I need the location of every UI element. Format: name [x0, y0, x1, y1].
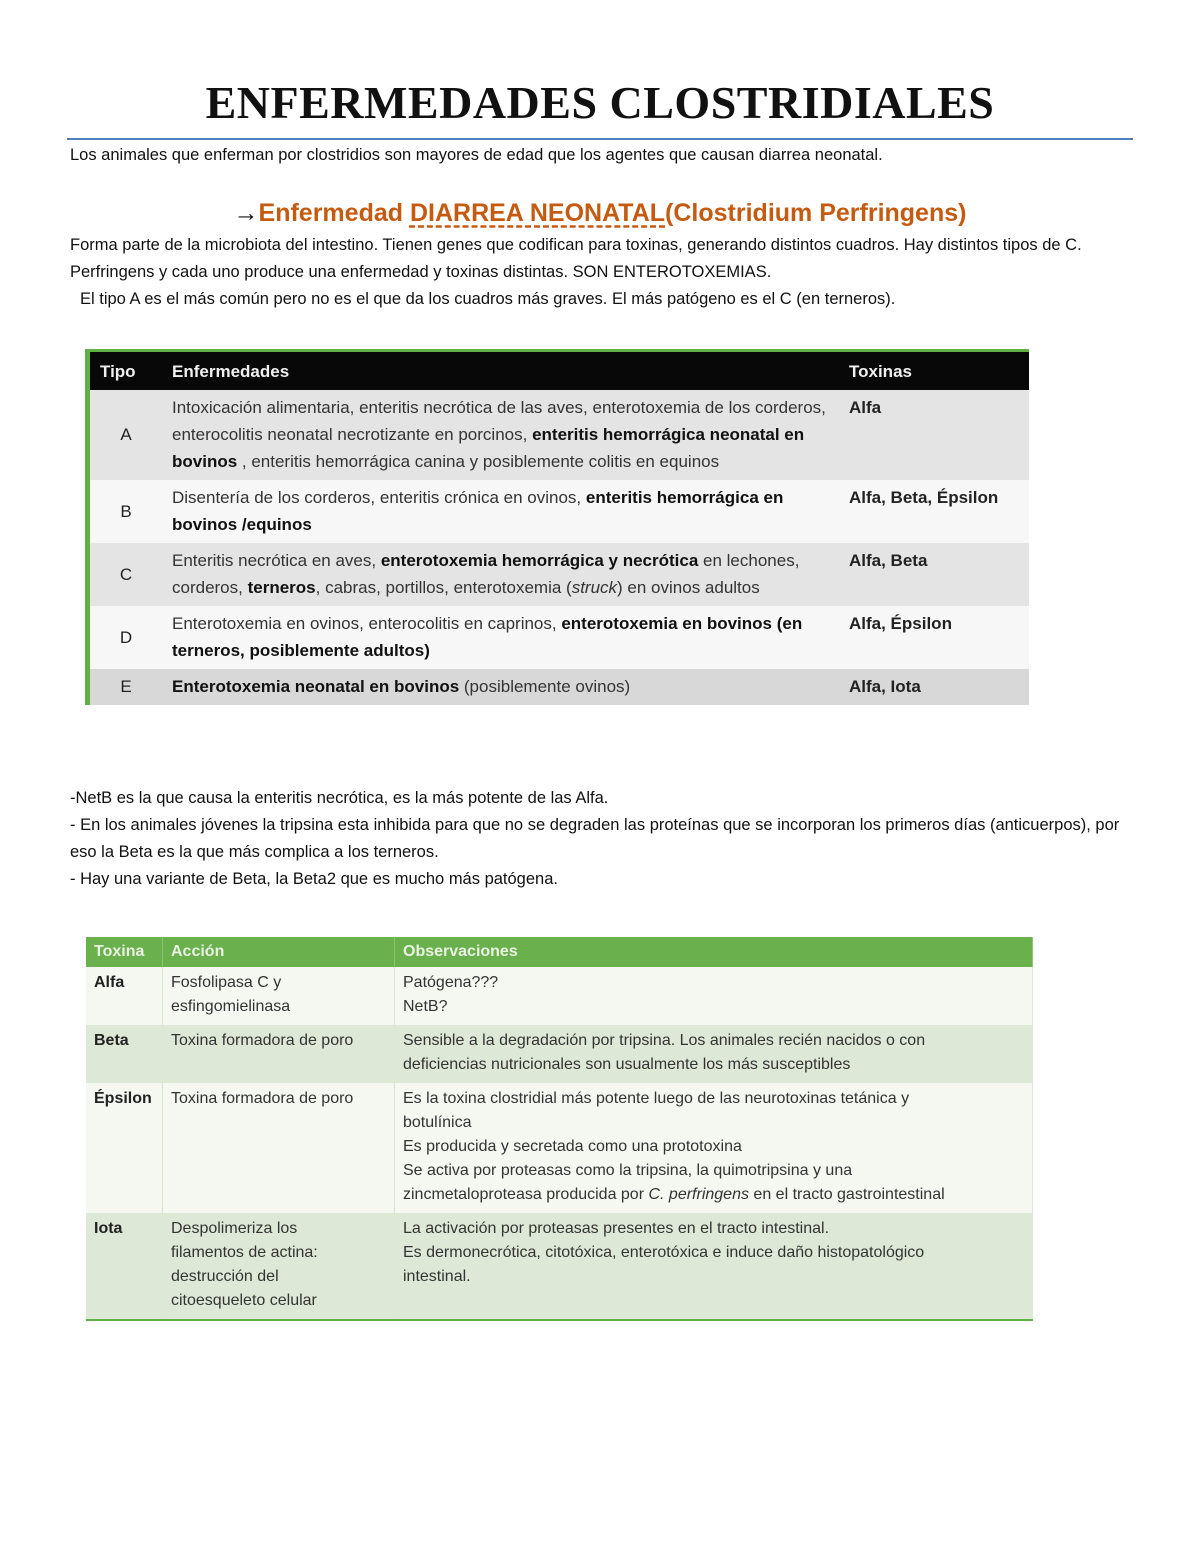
title-divider	[67, 138, 1133, 140]
header-observaciones: Observaciones	[395, 937, 1033, 967]
cell-enfermedades: Enterotoxemia en ovinos, enterocolitis en caprinos, enterotoxemia en bovinos (en terneros, posiblemente adultos)	[162, 606, 839, 669]
table-row	[88, 669, 1030, 705]
cell-tipo: E	[88, 669, 163, 705]
section-suffix: (Clostridium Perfringens)	[665, 199, 967, 227]
cell-tipo: D	[88, 606, 163, 669]
header-accion: Acción	[163, 937, 395, 967]
note-item: -NetB es la que causa la enteritis necrótica, es la más potente de las Alfa.	[70, 789, 609, 807]
table-row	[86, 1025, 1033, 1083]
cell-toxinas: Alfa	[839, 390, 1029, 480]
cell-tipo: C	[88, 543, 163, 606]
table-row	[88, 543, 1030, 606]
section-prefix: Enfermedad	[258, 199, 410, 227]
note-item: - En los animales jóvenes la tripsina esta inhibida para que no se degraden las proteínas que se incorporan los primeros días (anticuerpos), por eso la Beta es la que más complica a los terneros.	[70, 816, 1120, 861]
cell-toxina: Alfa	[86, 967, 163, 1025]
cell-toxina: Beta	[86, 1025, 163, 1083]
cell-observaciones: Es la toxina clostridial más potente luego de las neurotoxinas tetánica y botulínica Es producida y secretada como una prototoxina Se activa por proteasas como la tripsina, la quimotripsina y una zincmetaloproteasa producida por C. perfringens en el tracto gastrointestinal	[395, 1083, 1033, 1213]
header-toxinas: Toxinas	[839, 351, 1029, 391]
cell-toxinas: Alfa, Beta	[839, 543, 1029, 606]
header-toxina: Toxina	[86, 937, 163, 967]
cell-toxina: Épsilon	[86, 1083, 163, 1213]
cell-accion: Toxina formadora de poro	[163, 1083, 395, 1213]
description-line-1: Forma parte de la microbiota del intestino. Tienen genes que codifican para toxinas, generando distintos cuadros. Hay distintos tipos de C. Perfringens y cada uno produce una enfermedad y toxinas distintas. SON ENTEROTOXEMIAS.	[70, 236, 1082, 281]
section-underlined: DIARREA NEONATAL	[409, 199, 666, 227]
cell-tipo: B	[88, 480, 163, 543]
cell-enfermedades: Enterotoxemia neonatal en bovinos (posiblemente ovinos)	[162, 669, 839, 705]
note-item: - Hay una variante de Beta, la Beta2 que es mucho más patógena.	[70, 870, 558, 888]
table-row	[86, 1213, 1033, 1320]
cell-observaciones: Sensible a la degradación por tripsina. Los animales recién nacidos o con deficiencias nutricionales son usualmente los más susceptibles	[395, 1025, 1033, 1083]
types-table-header	[88, 351, 1030, 391]
cell-enfermedades: Intoxicación alimentaria, enteritis necrótica de las aves, enterotoxemia de los corderos, enterocolitis neonatal necrotizante en porcinos, enteritis hemorrágica neonatal en bovinos , enteritis hemorrágica canina y posiblemente colitis en equinos	[162, 390, 839, 480]
types-table	[85, 349, 1029, 705]
cell-enfermedades: Disentería de los corderos, enteritis crónica en ovinos, enteritis hemorrágica en bovinos /equinos	[162, 480, 839, 543]
cell-accion: Despolimeriza los filamentos de actina: destrucción del citoesqueleto celular	[163, 1213, 395, 1320]
cell-accion: Toxina formadora de poro	[163, 1025, 395, 1083]
toxins-table	[86, 937, 1033, 1321]
cell-toxina: Iota	[86, 1213, 163, 1320]
table-row	[88, 606, 1030, 669]
notes-list	[70, 785, 1140, 893]
arrow-icon: →	[233, 199, 259, 227]
cell-tipo: A	[88, 390, 163, 480]
cell-observaciones: Patógena??? NetB?	[395, 967, 1033, 1025]
cell-toxinas: Alfa, Beta, Épsilon	[839, 480, 1029, 543]
intro-text: Los animales que enferman por clostridios son mayores de edad que los agentes que causan diarrea neonatal.	[70, 146, 883, 164]
cell-accion: Fosfolipasa C y esfingomielinasa	[163, 967, 395, 1025]
section-heading	[0, 196, 1200, 230]
page-title: ENFERMEDADES CLOSTRIDIALES	[205, 77, 995, 128]
table-row	[86, 1083, 1033, 1213]
table-row	[88, 480, 1030, 543]
cell-toxinas: Alfa, Épsilon	[839, 606, 1029, 669]
description-paragraph	[70, 232, 1140, 313]
cell-toxinas: Alfa, Iota	[839, 669, 1029, 705]
table-row	[86, 967, 1033, 1025]
cell-observaciones: La activación por proteasas presentes en el tracto intestinal. Es dermonecrótica, citotóxica, enterotóxica e induce daño histopatológico intestinal.	[395, 1213, 1033, 1320]
description-line-2: El tipo A es el más común pero no es el que da los cuadros más graves. El más patógeno es el C (en terneros).	[80, 290, 896, 308]
toxins-table-header	[86, 937, 1033, 967]
cell-enfermedades: Enteritis necrótica en aves, enterotoxemia hemorrágica y necrótica en lechones, corderos, terneros, cabras, portillos, enterotoxemia (struck) en ovinos adultos	[162, 543, 839, 606]
header-enfermedades: Enfermedades	[162, 351, 839, 391]
table-row	[88, 390, 1030, 480]
header-tipo: Tipo	[88, 351, 163, 391]
